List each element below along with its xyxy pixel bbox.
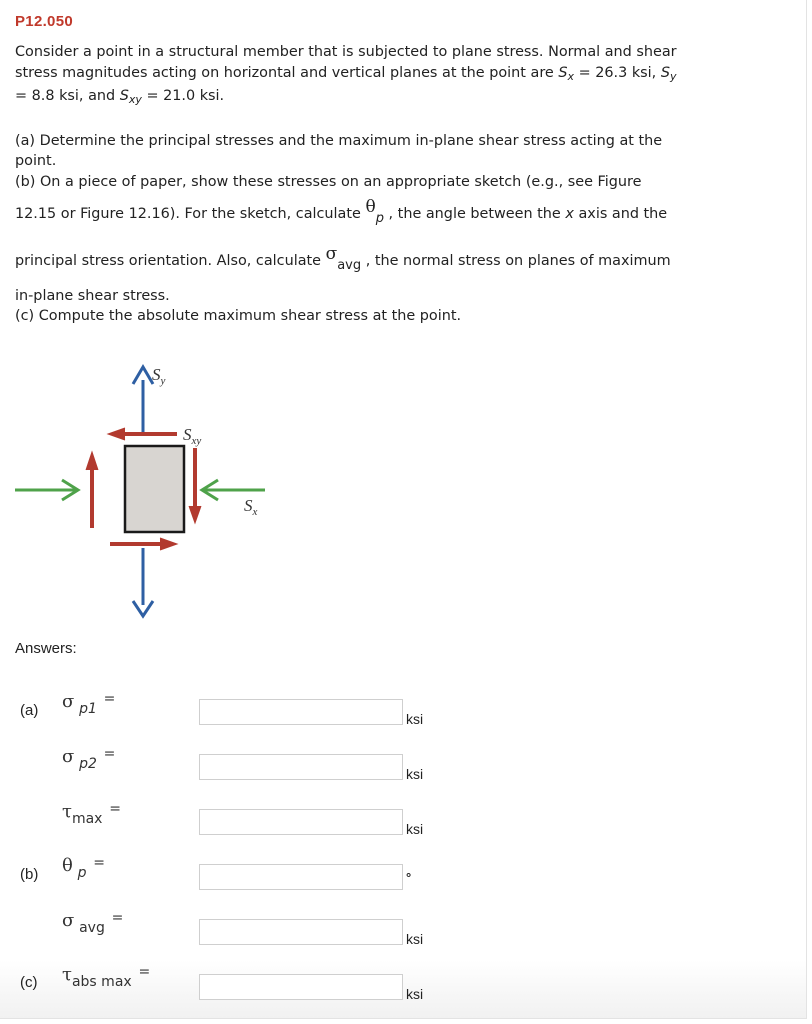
answer-label-sigma-p2: σ p2 = — [62, 746, 116, 772]
answer-label-sigma-avg: σ avg = — [62, 910, 124, 936]
unit-degree: ° — [406, 870, 412, 885]
stress-element-figure — [0, 345, 300, 625]
label-sx: $S_x$ — [244, 496, 258, 518]
var-sy: S — [660, 65, 670, 81]
problem-number: P12.050 — [15, 13, 73, 30]
part-b-marker: (b) — [20, 866, 39, 883]
shear-arrow-right — [189, 448, 201, 523]
sy-arrow-up — [133, 367, 153, 432]
shear-arrow-left — [86, 452, 98, 528]
sx-arrow-left — [15, 480, 78, 500]
sigma-symbol: σ — [325, 244, 338, 264]
tau-abs-max-input[interactable] — [199, 974, 403, 1000]
answer-label-theta-p: θ p = — [62, 855, 106, 881]
var-sx: S — [558, 65, 568, 81]
unit-sigma-p2: ksi — [406, 766, 424, 782]
var-sxy: S — [119, 88, 129, 104]
intro-line-3: = 8.8 ksi, and $S_{xy} = 21.0$ ksi. — [15, 88, 225, 106]
part-b-line-1: (b) On a piece of paper, show these stresses on an appropriate sketch (e.g., see Figure — [15, 174, 642, 190]
sigma-p2-input[interactable] — [199, 754, 403, 780]
theta-p-input[interactable] — [199, 864, 403, 890]
label-sy: $S_y$ — [152, 365, 166, 387]
stress-element — [125, 446, 184, 532]
sy-arrow-down — [133, 548, 153, 616]
answers-heading: Answers: — [15, 640, 77, 657]
answer-label-tau-max: τmax = — [62, 801, 121, 827]
part-a-line-1: (a) Determine the principal stresses and the maximum in-plane shear stress acting at the — [15, 133, 663, 149]
answer-label-sigma-p1: σ p1 = — [62, 691, 116, 717]
sigma-avg-input[interactable] — [199, 919, 403, 945]
unit-tau-abs-max: ksi — [406, 986, 424, 1002]
answer-label-tau-abs-max: τabs max = — [62, 964, 151, 990]
part-b-line-2: 12.15 or Figure 12.16). For the sketch, calculate θp , the angle between the x axis and the — [15, 197, 668, 226]
tau-max-input[interactable] — [199, 809, 403, 835]
theta-symbol: θ — [365, 197, 376, 217]
unit-sigma-p1: ksi — [406, 711, 424, 727]
intro-line-2: stress magnitudes acting on horizontal and vertical planes at the point are $S_x = 26.3$ ksi, $S_y$ — [15, 65, 677, 83]
unit-tau-max: ksi — [406, 821, 424, 837]
sigma-p1-input[interactable] — [199, 699, 403, 725]
part-a-marker: (a) — [20, 702, 39, 719]
part-c-marker: (c) — [20, 974, 38, 991]
part-b-line-4: in-plane shear stress. — [15, 288, 170, 304]
part-b-line-3: principal stress orientation. Also, calculate σavg , the normal stress on planes of maximum — [15, 244, 671, 273]
intro-line-1: Consider a point in a structural member that is subjected to plane stress. Normal and shear — [15, 44, 677, 60]
part-c-line-1: (c) Compute the absolute maximum shear stress at the point. — [15, 308, 462, 324]
label-sxy: $S_{xy}$ — [183, 425, 202, 447]
part-a-line-2: point. — [15, 153, 57, 169]
unit-sigma-avg: ksi — [406, 931, 424, 947]
sx-arrow-right — [202, 480, 265, 500]
